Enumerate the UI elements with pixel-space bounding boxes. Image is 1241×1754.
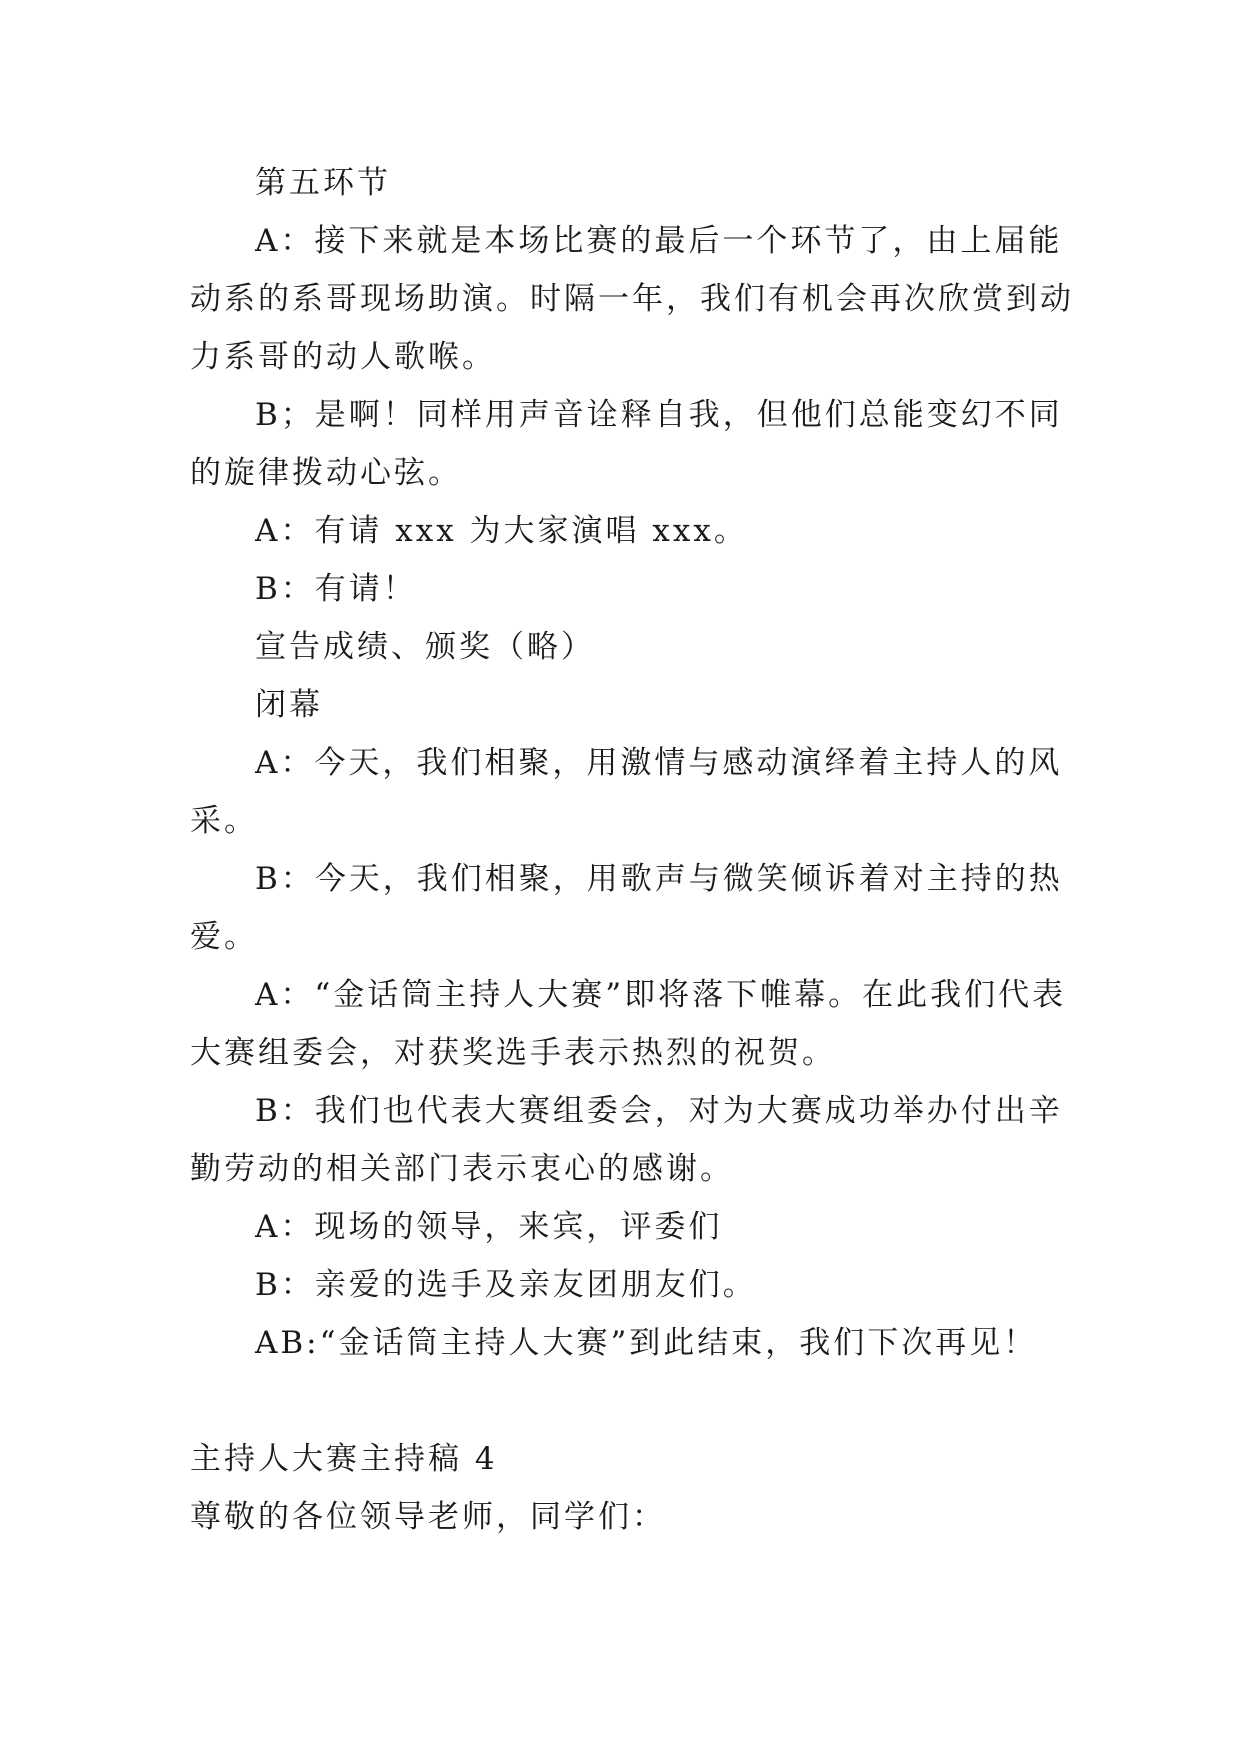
paragraph-line: B：我们也代表大赛组委会，对为大赛成功举办付出辛 [255, 1093, 1063, 1129]
paragraph-line: A：有请 xxx 为大家演唱 xxx。 [255, 513, 748, 549]
section-heading: 闭幕 [255, 687, 323, 723]
paragraph-line: 力系哥的动人歌喉。 [190, 339, 496, 375]
paragraph-line: 宣告成绩、颁奖（略） [255, 629, 595, 665]
paragraph-line: 采。 [190, 803, 258, 839]
paragraph-line: 爱。 [190, 919, 258, 955]
paragraph-line: 的旋律拨动心弦。 [190, 455, 462, 491]
paragraph-line: AB:“金话筒主持人大赛”到此结束，我们下次再见！ [255, 1325, 1038, 1361]
paragraph-line: B：今天，我们相聚，用歌声与微笑倾诉着对主持的热 [255, 861, 1063, 897]
paragraph-line: A：现场的领导，来宾，评委们 [255, 1209, 723, 1245]
paragraph-line: 大赛组委会，对获奖选手表示热烈的祝贺。 [190, 1035, 836, 1071]
paragraph-line: A：“金话筒主持人大赛”即将落下帷幕。在此我们代表 [255, 977, 1067, 1013]
paragraph-line: A：今天，我们相聚，用激情与感动演绎着主持人的风 [255, 745, 1063, 781]
paragraph-line: 动系的系哥现场助演。时隔一年，我们有机会再次欣赏到动 [190, 281, 1074, 317]
paragraph-line: 勤劳动的相关部门表示衷心的感谢。 [190, 1151, 734, 1187]
paragraph-line: A：接下来就是本场比赛的最后一个环节了，由上届能 [255, 223, 1063, 259]
document-title: 主持人大赛主持稿 4 [190, 1441, 498, 1477]
paragraph-line: B；是啊！同样用声音诠释自我，但他们总能变幻不同 [255, 397, 1063, 433]
paragraph-line: B：有请！ [255, 571, 417, 607]
section-heading: 第五环节 [255, 165, 391, 201]
salutation: 尊敬的各位领导老师，同学们： [190, 1499, 666, 1535]
paragraph-line: B：亲爱的选手及亲友团朋友们。 [255, 1267, 757, 1303]
